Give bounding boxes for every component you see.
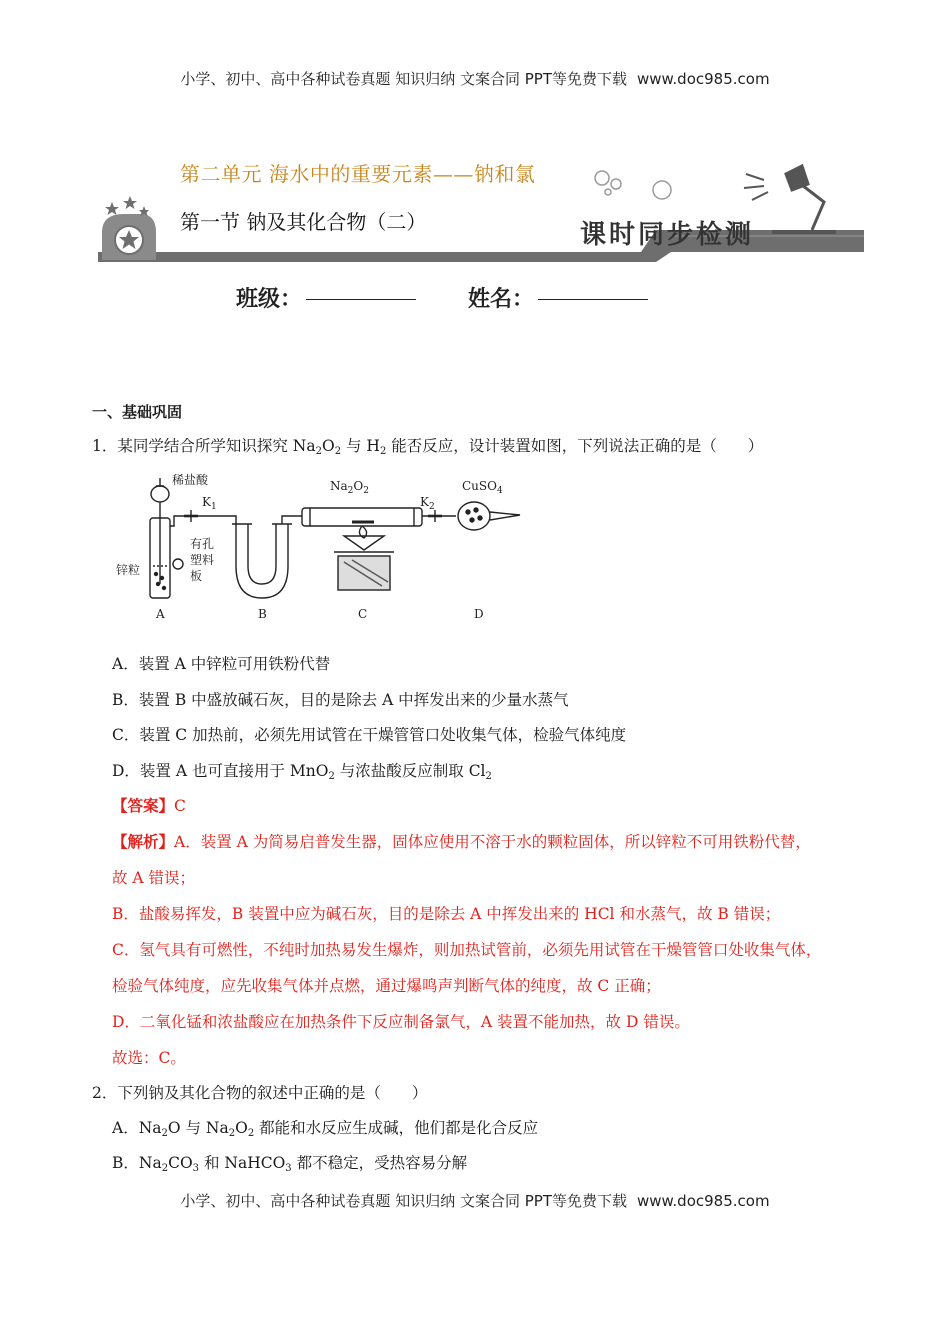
q2-option-b: B．$Na_2CO_3$ 和 NaHCO$_3$ 都不稳定，受热容易分解 [112,1154,468,1174]
site-footer-text: 小学、初中、高中各种试卷真题 知识归纳 文案合同 PPT等免费下载 [180,1192,627,1210]
q1-conclusion: 故选：C。 [112,1049,186,1067]
svg-text:K2: $K_2$ [420,495,435,512]
label-d: D [474,607,484,621]
q1-analysis-line6: D．二氧化锰和浓盐酸应在加热条件下反应制备氯气，A 装置不能加热，故 D 错误。 [112,1013,690,1031]
q1-answer: 【答案】C [112,796,186,815]
label-cuso4: CuSO [462,479,497,493]
svg-text:Na2O2: $Na_2O_2$ [330,479,369,496]
apparatus-figure [112,466,532,626]
q1-option-c: C．装置 C 加热前，必须先用试管在干燥管管口处收集气体，检验气体纯度 [112,726,627,744]
label-board-2: 塑料 [190,553,215,567]
q1-option-d: D．装置 A 也可直接用于 MnO$_2$ 与浓盐酸反应制取 $Cl_2$ [112,762,492,782]
label-zinc: 锌粒 [116,563,141,577]
site-header-text: 小学、初中、高中各种试卷真题 知识归纳 文案合同 PPT等免费下载 [180,70,627,88]
section-heading: 一、基础巩固 [92,403,183,421]
q1-analysis-line4: C．氢气具有可燃性，不纯时加热易发生爆炸，则加热试管前，必须先用试管在干燥管管口处收集气体， [112,941,822,959]
apparatus-b [232,516,302,598]
q1-stem: 1．某同学结合所学知识探究 $Na_2O_2$ 与 $H_2$ 能否反应，设计装置如图，下列说法正确的是（ ） [92,437,764,457]
q1-option-b: B．装置 B 中盛放碱石灰，目的是除去 A 中挥发出来的少量水蒸气 [112,691,569,709]
class-field[interactable] [306,299,416,300]
label-a: A [156,607,165,621]
label-board-1: 有孔 [190,537,215,551]
q1-option-a: A．装置 A 中锌粒可用铁粉代替 [112,655,331,673]
sync-test-badge: 课时同步检测 [580,220,755,250]
q2-stem: 2．下列钠及其化合物的叙述中正确的是（ ） [92,1084,428,1102]
star-emblem-icon [102,196,156,260]
svg-text:K1: $K_1$ [202,495,217,512]
q2-option-a: A．$Na_2O$ 与 $Na_2O_2$ 都能和水反应生成碱，他们都是化合反应 [112,1119,539,1139]
apparatus-d [422,502,520,530]
q1-analysis-line3: B．盐酸易挥发，B 装置中应为碱石灰，目的是除去 A 中挥发出来的 HCl 和水蒸气，故 B 错误； [112,905,781,923]
label-b: B [258,607,267,621]
label-dilute-hcl: 稀盐酸 [172,473,209,487]
site-footer [0,1190,950,1211]
label-c: C [358,607,368,621]
site-header [0,68,950,89]
q1-analysis-line2: 故 A 错误； [112,869,196,887]
unit-title: 第二单元 海水中的重要元素——钠和氯 [180,162,536,186]
name-label: 姓名： [468,287,535,312]
label-board-3: 板 [190,569,203,583]
section-title: 第一节 钠及其化合物（二） [180,210,427,234]
desk-lamp-icon [744,166,824,230]
name-field[interactable] [538,299,648,300]
q1-analysis-line1: 【解析】A．装置 A 为简易启普发生器，固体应使用不溶于水的颗粒固体，所以锌粒不可用铁粉代替， [112,832,811,851]
site-header-url[interactable]: www.doc985.com [636,70,770,88]
class-label: 班级： [236,287,303,312]
site-footer-url[interactable]: www.doc985.com [636,1192,770,1210]
label-k2: K [420,495,429,509]
label-na2o2: Na [330,479,348,493]
bubbles-decoration [595,171,671,199]
label-k1: K [202,495,211,509]
svg-text:CuSO4: CuSO$_4$ [462,479,503,496]
q1-analysis-line5: 检验气体纯度，应先收集气体并点燃，通过爆鸣声判断气体的纯度，故 C 正确； [112,977,661,995]
apparatus-c [302,508,422,590]
